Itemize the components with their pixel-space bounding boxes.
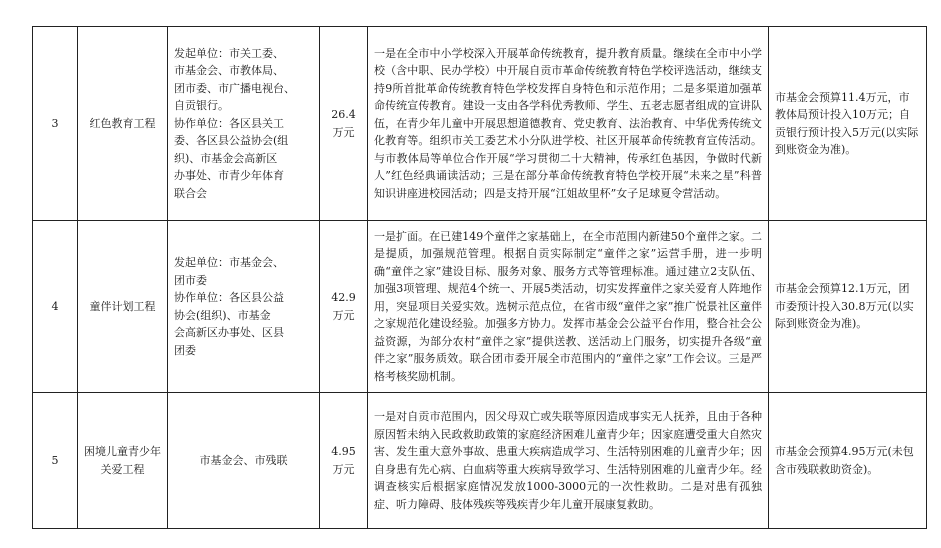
table-row (33, 221, 927, 393)
project-name: 童伴计划工程 (78, 221, 168, 393)
row-index: 4 (33, 221, 78, 393)
project-description: 一是对自贡市范围内，因父母双亡或失联等原因造成事实无人抚养，且由于各种原因暂未纳入民政救助政策的家庭经济困难儿童青少年；因家庭遭受重大自然灾害、发生重大意外事故、患重大疾病造成学习、生活特别困难的儿童青少年；因自身患有先心病、白血病等重大疾病导致学习、生活特别困难的儿童青少年。经调查核实后根据家庭情况发放1000-3000元的一次性救助。二是对患有孤独症、听力障碍、肢体残疾等残疾青少年儿童开展康复救助。 (368, 393, 769, 529)
project-description: 一是扩面。在已建149个童伴之家基础上，在全市范围内新建50个童伴之家。二是提质，加强规范管理。根据自贡实际制定“童伴之家”运营手册，进一步明确“童伴之家”建设目标、服务对象、服务方式等管理标准。通过建立2支队伍、加强3项管理、规范4个统一、开展5类活动，切实发挥童伴之家关爱育人阵地作用，突显项目关爱实效。选树示范点位，在省市级“童伴之家”推广悦景社区童伴之家规范化建设经验。加强多方协力。发挥市基金会公益平台作用，整合社会公益资源，为部分农村“童伴之家”提供送教、送活动上门服务，切实提升各级“童伴之家”服务质效。联合团市委开展全市范围内的“童伴之家”工作会议。三是严格考核奖励机制。 (368, 221, 769, 393)
organizer-units: 发起单位：市关工委、 市基金会、市教体局、 团市委、市广播电视台、 自贡银行。 协作单位：各区县关工 委、各区县公益协会(组 织)、市基金会高新区 办事处、市青少年体育 联合会 (168, 27, 320, 221)
project-name: 困境儿童青少年关爱工程 (78, 393, 168, 529)
funding-note: 市基金会预算12.1万元，团市委预计投入30.8万元(以实际到账资金为准)。 (769, 221, 927, 393)
project-description: 一是在全市中小学校深入开展革命传统教育，提升教育质量。继续在全市中小学校（含中职、民办学校）中开展自贡市革命传统教育特色学校评选活动，继续支持9所首批革命传统教育特色学校发挥自身特色和示范作用；二是多渠道加强革命传统宣传教育。建设一支由各学科优秀教师、学生、五老志愿者组成的宣讲队伍，在青少年儿童中开展思想道德教育、党史教育、法治教育、中华优秀传统文化教育等。组织市关工委艺术小分队进学校、社区开展革命传统教育宣传活动。与市教体局等单位合作开展“学习贯彻二十大精神，传承红色基因，争做时代新人”红色经典诵读活动；三是在部分革命传统教育特色学校开展“未来之星”科普知识讲座进校园活动；四是支持开展“江姐故里杯”女子足球夏令营活动。 (368, 27, 769, 221)
row-index: 5 (33, 393, 78, 529)
organizer-units: 发起单位：市基金会、 团市委 协作单位：各区县公益 协会(组织)、市基金 会高新区办事处、区县 团委 (168, 221, 320, 393)
budget-amount: 42.9 万元 (320, 221, 368, 393)
organizer-units: 市基金会、市残联 (168, 393, 320, 529)
funding-note: 市基金会预算4.95万元(未包含市残联救助资金)。 (769, 393, 927, 529)
project-table (32, 26, 927, 529)
table-row (33, 27, 927, 221)
funding-note: 市基金会预算11.4万元，市教体局预计投入10万元；自贡银行预计投入5万元(以实际到账资金为准)。 (769, 27, 927, 221)
row-index: 3 (33, 27, 78, 221)
budget-amount: 26.4 万元 (320, 27, 368, 221)
project-name: 红色教育工程 (78, 27, 168, 221)
table-row (33, 393, 927, 529)
budget-amount: 4.95 万元 (320, 393, 368, 529)
